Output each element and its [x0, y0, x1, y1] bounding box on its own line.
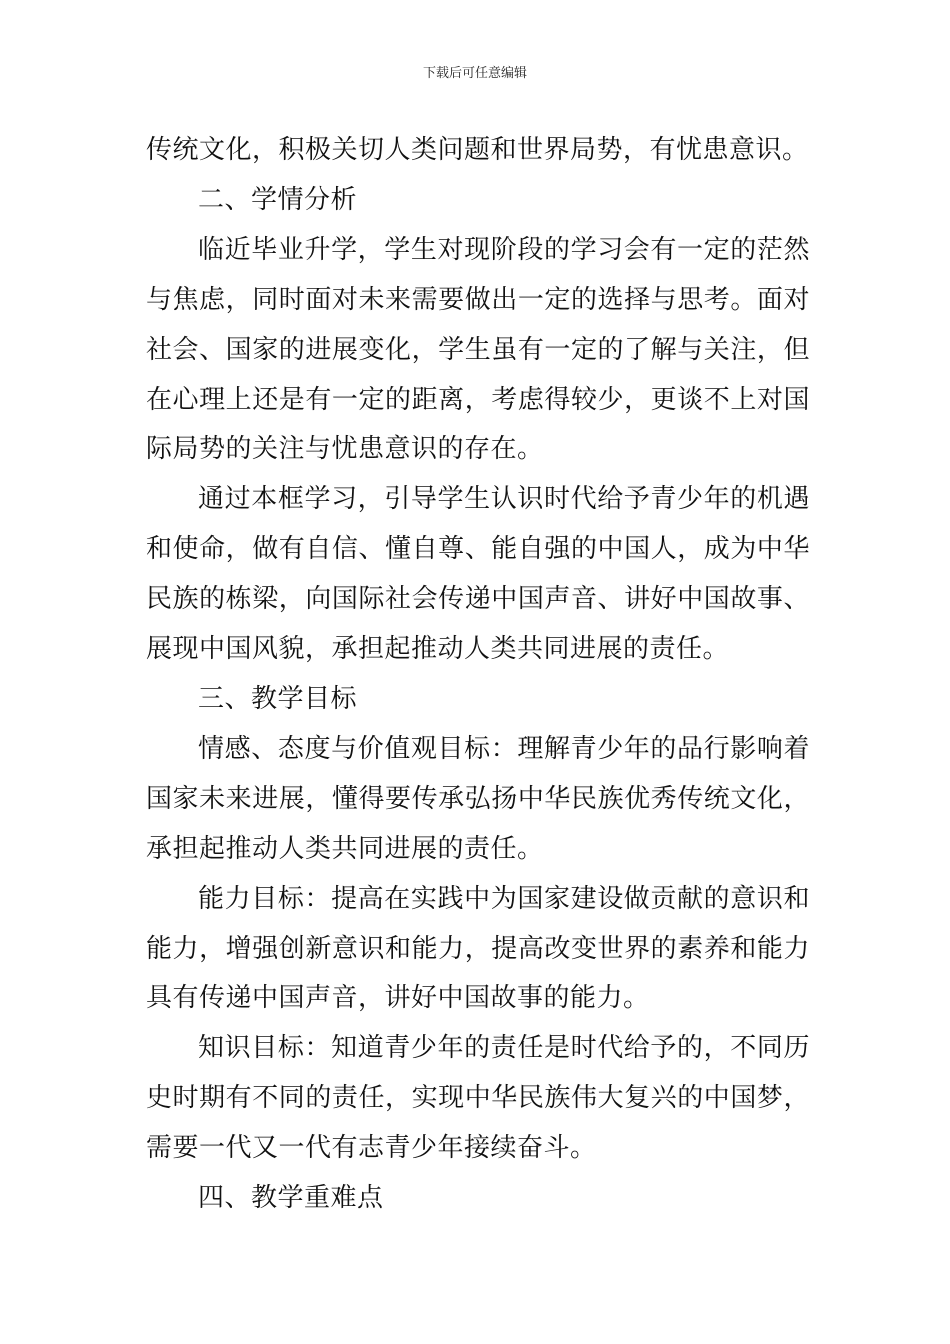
paragraph-learning-guidance: 通过本框学习，引导学生认识时代给予青少年的机遇和使命，做有自信、懂自尊、能自强的中国人，成为中华民族的栋梁，向国际社会传递中国声音、讲好中国故事、展现中国风貌，承担起推动人类共同进展的责任。 [146, 484, 810, 665]
paragraph-emotion-goal: 情感、态度与价值观目标：理解青少年的品行影响着国家未来进展，懂得要传承弘扬中华民族优秀传统文化，承担起推动人类共同进展的责任。 [146, 733, 810, 864]
paragraph-ability-goal: 能力目标：提高在实践中为国家建设做贡献的意识和能力，增强创新意识和能力，提高改变世界的素养和能力具有传递中国声音，讲好中国故事的能力。 [146, 883, 810, 1014]
paragraph-continuation: 传统文化，积极关切人类问题和世界局势，有忧患意识。 [146, 135, 809, 165]
section-heading-key-points: 四、教学重难点 [198, 1183, 384, 1214]
section-heading-teaching-goals: 三、教学目标 [198, 683, 358, 714]
section-heading-learning-analysis: 二、学情分析 [198, 184, 358, 215]
document-body [146, 126, 810, 1224]
paragraph-learning-analysis: 临近毕业升学，学生对现阶段的学习会有一定的茫然与焦虑，同时面对未来需要做出一定的选择与思考。面对社会、国家的进展变化，学生虽有一定的了解与关注，但在心理上还是有一定的距离，考虑得较少，更谈不上对国际局势的关注与忧患意识的存在。 [146, 234, 810, 465]
paragraph-knowledge-goal: 知识目标：知道青少年的责任是时代给予的，不同历史时期有不同的责任，实现中华民族伟大复兴的中国梦，需要一代又一代有志青少年接续奋斗。 [146, 1033, 810, 1164]
header-note: 下载后可任意编辑 [422, 66, 527, 81]
